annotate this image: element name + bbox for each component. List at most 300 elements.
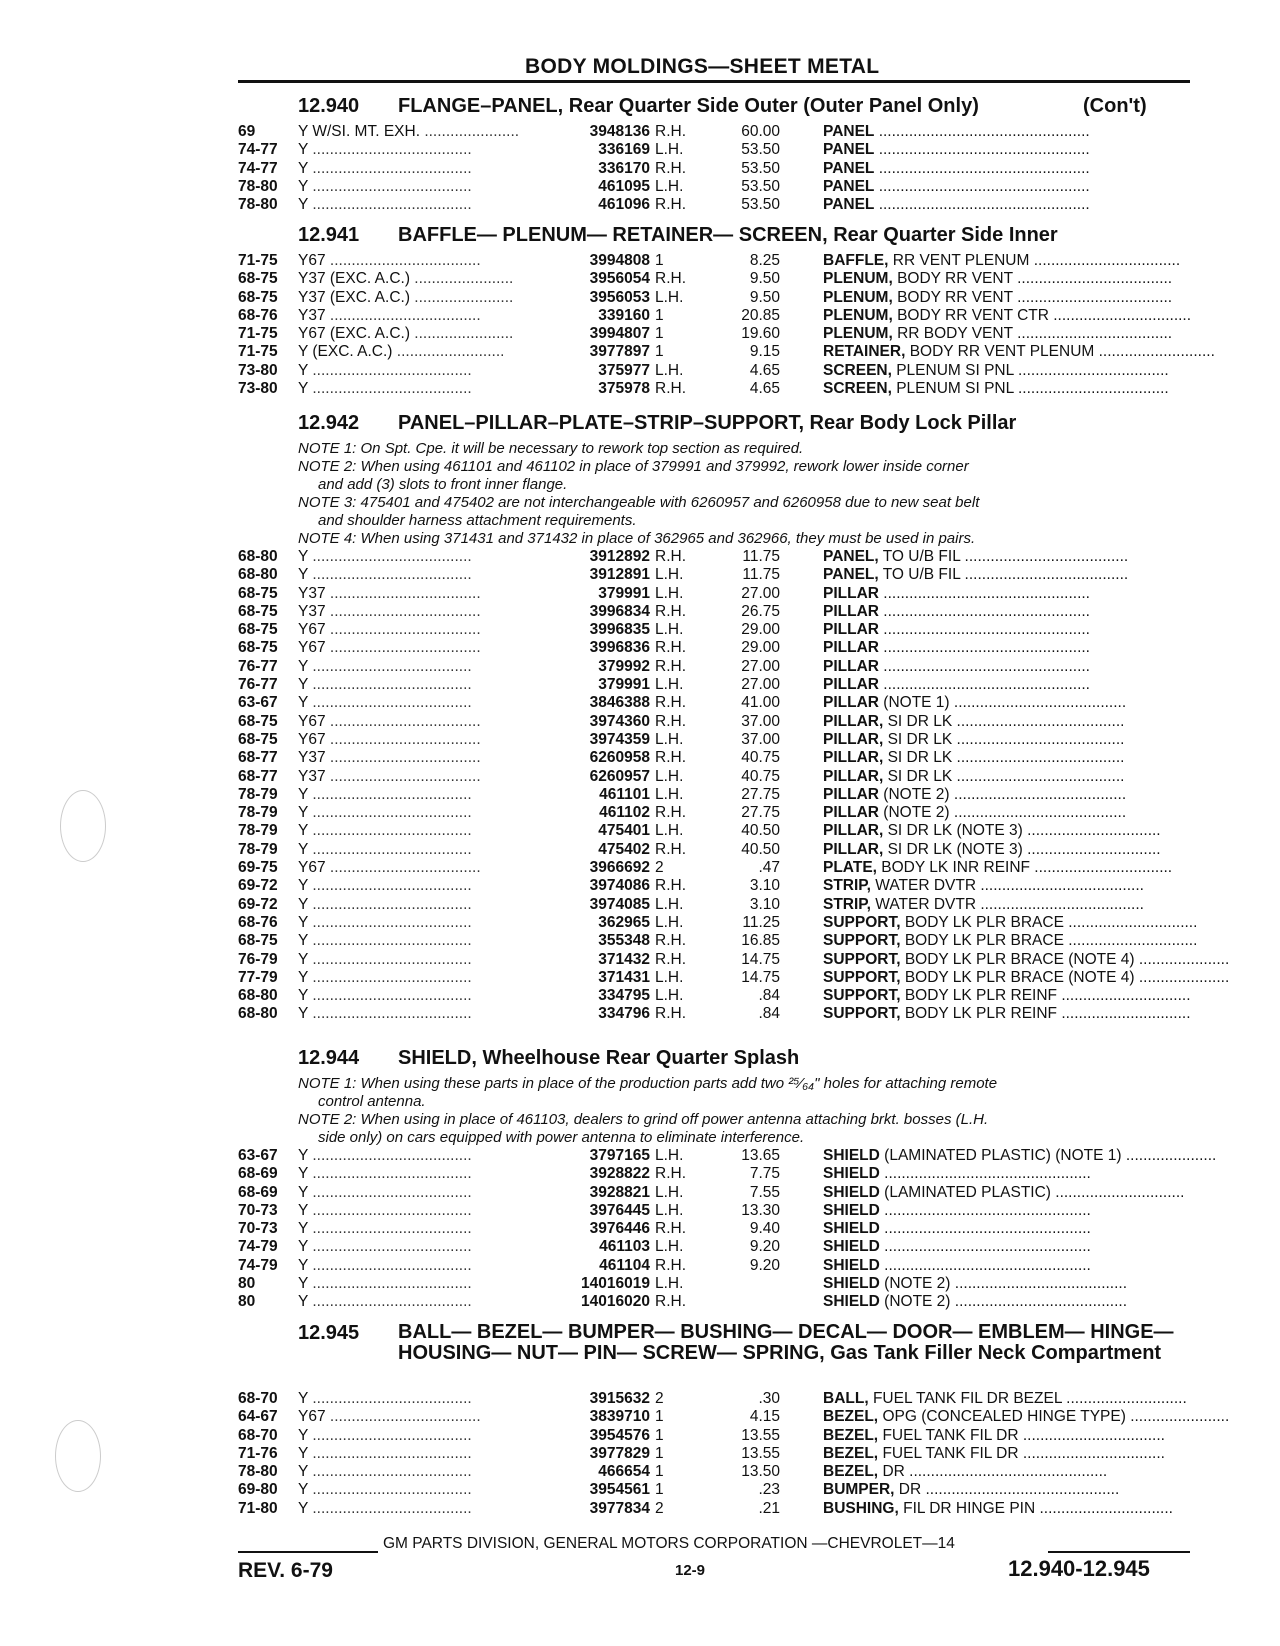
body-style	[298, 325, 553, 343]
part-name: BUMPER,	[823, 1481, 895, 1499]
dot-leader: .....................................	[308, 932, 472, 950]
side-or-qty: L.H.	[655, 1147, 684, 1164]
body-style-text: Y37	[298, 749, 326, 767]
dot-leader: .....................................	[308, 1426, 472, 1444]
part-description	[823, 1293, 1193, 1311]
part-name: PANEL	[823, 159, 875, 177]
body-style-text: Y	[298, 987, 309, 1005]
body-style	[298, 1293, 553, 1311]
part-description	[823, 585, 1193, 603]
part-description	[823, 1390, 1193, 1408]
body-style	[298, 123, 553, 141]
part-description	[823, 1202, 1193, 1220]
dot-leader: ................................................	[878, 657, 1090, 675]
part-number: 475402	[598, 840, 650, 858]
dot-leader: ...................................	[325, 639, 481, 657]
list-price: 9.15	[749, 343, 780, 361]
part-number: 466654	[598, 1463, 650, 1481]
body-style-text: Y37	[298, 584, 326, 602]
part-name: PILLAR	[823, 785, 879, 803]
part-number: 3928822	[589, 1165, 650, 1183]
part-number: 3912891	[589, 566, 650, 584]
body-style-text: Y	[298, 361, 309, 379]
dot-leader: .....................................	[308, 676, 472, 694]
model-years: 68-80	[238, 1005, 278, 1023]
part-name: PILLAR,	[823, 730, 884, 748]
body-style	[298, 694, 553, 712]
body-style	[298, 786, 553, 804]
dot-leader: .....................................	[308, 1444, 472, 1462]
part-number: 3974360	[589, 712, 650, 730]
side-or-qty: R.H.	[655, 712, 686, 730]
part-detail: SI DR LK (NOTE 3)	[887, 822, 1023, 840]
body-style-text: Y	[298, 694, 309, 712]
part-detail: BODY LK PLR REINF	[904, 1005, 1058, 1023]
part-detail: FUEL TANK FIL DR	[882, 1444, 1019, 1462]
model-years: 71-76	[238, 1444, 278, 1462]
part-number: 371431	[598, 968, 650, 986]
dot-leader: .....................................	[308, 141, 472, 159]
part-number: 3996835	[589, 621, 650, 639]
note-text: NOTE 1: When using these parts in place of the production parts add two ²⁵⁄₆₄" holes for attaching remote	[298, 1075, 998, 1092]
part-description	[823, 566, 1193, 584]
part-number: 371432	[598, 950, 650, 968]
model-years: 78-79	[238, 785, 278, 803]
part-row	[238, 196, 1190, 214]
list-price: 60.00	[741, 123, 780, 140]
model-years: 63-67	[238, 694, 278, 712]
model-years: 68-69	[238, 1183, 278, 1201]
part-row	[238, 749, 1190, 767]
section-12-944	[238, 1045, 1217, 1312]
list-price: 11.25	[742, 913, 780, 931]
side-or-qty: L.H.	[655, 968, 684, 986]
list-price: 40.75	[741, 767, 780, 785]
body-style	[298, 196, 553, 214]
part-description	[823, 968, 1230, 987]
note-text: NOTE 2: When using 461101 and 461102 in place of 379991 and 379992, rework lower inside corner	[298, 458, 969, 475]
part-row	[238, 123, 1190, 141]
part-description	[823, 621, 1193, 639]
body-style-text: Y67 (EXC. A.C.)	[298, 325, 410, 343]
side-or-qty: L.H.	[655, 822, 684, 840]
dot-leader: ......................................	[976, 877, 1144, 895]
part-row	[238, 822, 1190, 840]
model-years: 68-75	[238, 602, 278, 620]
part-name: PILLAR	[823, 639, 879, 657]
side-or-qty: L.H.	[655, 1275, 684, 1293]
part-detail: (NOTE 1)	[883, 694, 950, 712]
model-years: 63-67	[238, 1147, 278, 1164]
part-number: 3996836	[589, 639, 650, 657]
body-style-text: Y	[298, 548, 309, 565]
part-detail: (LAMINATED PLASTIC)	[884, 1183, 1051, 1201]
part-number: 3977829	[589, 1444, 650, 1462]
dot-leader: .....................................	[308, 1499, 472, 1517]
body-style	[298, 307, 553, 325]
part-row	[238, 968, 1230, 987]
part-number: 3974085	[589, 895, 650, 913]
footer-rule-right	[1048, 1551, 1190, 1553]
revision-label: REV. 6-79	[238, 1559, 333, 1582]
dot-leader: ...........................	[1094, 343, 1215, 361]
model-years: 70-73	[238, 1201, 278, 1219]
model-years: 68-77	[238, 749, 278, 767]
body-style	[298, 1257, 553, 1275]
part-row	[238, 713, 1190, 731]
body-style	[298, 1238, 553, 1256]
part-row	[238, 950, 1230, 969]
dot-leader: .....................................	[308, 1005, 472, 1023]
part-detail: BODY LK PLR REINF	[904, 987, 1058, 1005]
dot-leader: .....................................	[308, 950, 472, 968]
body-style-text: Y	[298, 950, 309, 968]
part-description	[823, 1238, 1193, 1256]
list-price: 11.75	[742, 548, 780, 565]
body-style-text: Y	[298, 1256, 309, 1274]
part-description	[823, 731, 1193, 749]
model-years: 64-67	[238, 1408, 278, 1426]
body-style	[298, 1202, 553, 1220]
part-name: BUSHING,	[823, 1499, 899, 1517]
dot-leader: ................................................	[879, 1165, 1091, 1183]
body-style-text: Y	[298, 676, 309, 694]
list-price: .21	[758, 1499, 780, 1517]
side-or-qty: 1	[655, 343, 664, 361]
part-description	[823, 270, 1193, 288]
body-style-text: Y	[298, 785, 309, 803]
dot-leader: .....................................	[308, 913, 472, 931]
side-or-qty: R.H.	[655, 950, 686, 968]
dot-leader: .................................................	[874, 141, 1090, 159]
body-style-text: Y	[298, 1426, 309, 1444]
part-number: 461095	[598, 177, 650, 195]
list-price: .84	[758, 987, 780, 1005]
dot-leader: ....................................	[1012, 288, 1173, 306]
part-row	[238, 307, 1190, 325]
list-price: 27.75	[741, 785, 780, 803]
dot-leader: ..............................	[1063, 913, 1198, 931]
part-name: SHIELD	[823, 1201, 880, 1219]
part-number: 3948136	[589, 123, 650, 140]
part-name: SUPPORT,	[823, 987, 901, 1005]
part-number: 3996834	[589, 602, 650, 620]
continued-label: (Con't)	[1083, 95, 1147, 117]
part-row	[238, 1481, 1190, 1499]
part-description	[823, 141, 1193, 159]
part-name: SHIELD	[823, 1256, 880, 1274]
dot-leader: .....................	[1134, 968, 1230, 986]
dot-leader: .....................................	[308, 987, 472, 1005]
part-detail: PLENUM SI PNL	[896, 380, 1014, 398]
header-rule	[238, 80, 1190, 83]
model-years: 74-79	[238, 1256, 278, 1274]
body-style-text: Y37	[298, 602, 326, 620]
note-continuation: and add (3) slots to front inner flange.	[318, 476, 568, 493]
list-price: 41.00	[741, 694, 780, 712]
part-number: 375978	[598, 380, 650, 398]
list-price: 9.50	[749, 288, 780, 306]
list-price: 9.50	[749, 270, 780, 288]
dot-leader: .....................................	[308, 1165, 472, 1183]
model-years: 74-77	[238, 159, 278, 177]
body-style-text: Y	[298, 1147, 309, 1164]
part-number: 379991	[598, 676, 650, 694]
dot-leader: ...................................	[325, 602, 481, 620]
section-note	[238, 530, 1178, 548]
side-or-qty: L.H.	[655, 566, 684, 584]
body-style	[298, 1147, 553, 1165]
body-style	[298, 1408, 553, 1426]
part-description	[823, 343, 1215, 361]
list-price: 27.00	[741, 657, 780, 675]
dot-leader: ...............................	[1035, 1499, 1173, 1517]
body-style-text: Y	[298, 159, 309, 177]
part-description	[823, 768, 1193, 786]
side-or-qty: L.H.	[655, 584, 684, 602]
side-or-qty: L.H.	[655, 676, 684, 694]
body-style-text: Y	[298, 840, 309, 858]
part-detail: BODY LK PLR BRACE (NOTE 4)	[904, 950, 1135, 968]
body-style	[298, 987, 553, 1005]
model-years: 74-77	[238, 141, 278, 159]
body-style	[298, 160, 553, 178]
body-style-text: Y67	[298, 621, 326, 639]
body-style-text: Y	[298, 196, 309, 214]
body-style-text: Y	[298, 1201, 309, 1219]
part-number: 3954561	[589, 1481, 650, 1499]
model-years: 68-80	[238, 566, 278, 584]
part-row	[238, 1275, 1190, 1293]
body-style-text: Y67	[298, 859, 326, 877]
part-description	[823, 1500, 1193, 1518]
body-style-text: Y	[298, 1238, 309, 1256]
part-detail: SI DR LK	[887, 749, 953, 767]
side-or-qty: L.H.	[655, 177, 684, 195]
model-years: 78-80	[238, 1463, 278, 1481]
dot-leader: .......................	[409, 288, 514, 306]
model-years: 68-75	[238, 270, 278, 288]
part-description	[823, 896, 1193, 914]
part-number: 14016020	[581, 1293, 650, 1311]
section-heading	[238, 410, 1190, 440]
body-style-text: Y37 (EXC. A.C.)	[298, 288, 410, 306]
part-description	[823, 380, 1193, 398]
list-price: .84	[758, 1005, 780, 1023]
model-years: 77-79	[238, 968, 278, 986]
body-style-text: Y67	[298, 730, 326, 748]
part-number: 336170	[598, 159, 650, 177]
list-price: 26.75	[741, 602, 780, 620]
model-years: 78-80	[238, 196, 278, 214]
list-price: .23	[758, 1481, 780, 1499]
part-description	[823, 1275, 1193, 1293]
dot-leader: ........................................	[950, 1293, 1128, 1311]
body-style	[298, 639, 553, 657]
body-style	[298, 731, 553, 749]
dot-leader: .....................	[1121, 1147, 1217, 1164]
model-years: 68-75	[238, 932, 278, 950]
body-style-text: Y	[298, 1499, 309, 1517]
model-years: 68-75	[238, 712, 278, 730]
part-detail: TO U/B FIL	[882, 566, 961, 584]
part-name: BEZEL,	[823, 1426, 879, 1444]
dot-leader: ..............................	[1057, 1005, 1191, 1023]
part-name: SCREEN,	[823, 380, 892, 398]
part-row	[238, 804, 1190, 822]
dot-leader: .....................................	[308, 177, 472, 195]
part-number: 362965	[598, 913, 650, 931]
part-name: BAFFLE,	[823, 252, 889, 269]
part-row	[238, 325, 1190, 343]
part-number: 3994807	[589, 325, 650, 343]
part-description	[823, 1220, 1193, 1238]
dot-leader: ........................................	[949, 785, 1127, 803]
part-description	[823, 749, 1193, 767]
body-style	[298, 566, 553, 584]
part-row	[238, 1500, 1190, 1518]
side-or-qty: R.H.	[655, 159, 686, 177]
part-detail: OPG (CONCEALED HINGE TYPE)	[882, 1408, 1126, 1426]
section-title: BALL— BEZEL— BUMPER— BUSHING— DECAL— DOOR— EMBLEM— HINGE— HOUSING— NUT— PIN— SCREW— SPRING, Gas Tank Filler Neck Compartment	[398, 1321, 1174, 1364]
model-years: 78-80	[238, 177, 278, 195]
section-heading	[238, 222, 1190, 252]
list-price: 20.85	[741, 306, 780, 324]
list-price: 4.65	[749, 361, 780, 379]
dot-leader: .....................................	[308, 1390, 472, 1407]
list-price: 13.55	[741, 1426, 780, 1444]
body-style-text: Y	[298, 1293, 309, 1311]
body-style-text: Y	[298, 895, 309, 913]
dot-leader: ..............................	[1063, 932, 1198, 950]
body-style	[298, 951, 553, 969]
part-number: 3797165	[589, 1147, 650, 1164]
model-years: 73-80	[238, 380, 278, 398]
list-price: 27.00	[741, 676, 780, 694]
list-price: .30	[758, 1390, 780, 1407]
list-price: .47	[758, 859, 780, 877]
model-years: 68-80	[238, 548, 278, 565]
list-price: 27.75	[741, 804, 780, 822]
dot-leader: .......................................	[952, 730, 1125, 748]
part-row	[238, 841, 1190, 859]
section-heading	[238, 1045, 1190, 1075]
body-style	[298, 859, 553, 877]
part-name: SHIELD	[823, 1293, 880, 1311]
body-style	[298, 380, 553, 398]
part-description	[823, 1147, 1217, 1165]
part-description	[823, 913, 1198, 932]
side-or-qty: 2	[655, 1499, 664, 1517]
note-continuation: side only) on cars equipped with power antenna to eliminate interference.	[318, 1129, 805, 1146]
part-description	[823, 694, 1193, 712]
list-price: 29.00	[741, 639, 780, 657]
part-name: PILLAR	[823, 804, 879, 822]
side-or-qty: 1	[655, 1408, 664, 1426]
dot-leader: .....................................	[308, 1201, 472, 1219]
part-name: SCREEN,	[823, 361, 892, 379]
model-years: 80	[238, 1275, 256, 1293]
part-row	[238, 548, 1190, 566]
dot-leader: ..................................	[1029, 252, 1181, 269]
part-row	[238, 1293, 1190, 1311]
body-style	[298, 603, 553, 621]
part-number: 3976445	[589, 1201, 650, 1219]
model-years: 68-75	[238, 584, 278, 602]
body-style-text: Y	[298, 804, 309, 822]
body-style-text: Y W/SI. MT. EXH.	[298, 123, 421, 140]
section-note	[238, 494, 1178, 530]
dot-leader: .........................	[392, 343, 505, 361]
dot-leader: .................................................	[874, 177, 1090, 195]
body-style-text: Y	[298, 1183, 309, 1201]
body-style-text: Y67	[298, 712, 326, 730]
body-style-text: Y	[298, 177, 309, 195]
body-style	[298, 676, 553, 694]
part-row	[238, 1390, 1190, 1408]
model-years: 73-80	[238, 361, 278, 379]
section-number: 12.941	[298, 224, 360, 246]
section-note	[238, 1111, 1178, 1147]
part-number: 3956053	[589, 288, 650, 306]
dot-leader: ................................................	[879, 1256, 1091, 1274]
body-style-text: Y37	[298, 306, 326, 324]
side-or-qty: 1	[655, 306, 664, 324]
dot-leader: ...................................	[325, 584, 481, 602]
part-number: 3977897	[589, 343, 650, 361]
part-description	[823, 859, 1193, 877]
part-number: 379992	[598, 657, 650, 675]
body-style-text: Y	[298, 822, 309, 840]
body-style	[298, 141, 553, 159]
dot-leader: ..............................	[1057, 987, 1191, 1005]
part-detail: DR	[898, 1481, 922, 1499]
body-style	[298, 914, 553, 932]
list-price: 14.75	[741, 968, 780, 986]
dot-leader: ..............................................	[904, 1463, 1108, 1481]
part-detail: BODY LK PLR BRACE (NOTE 4)	[904, 968, 1135, 986]
part-row	[238, 1220, 1190, 1238]
part-row	[238, 362, 1190, 380]
part-row	[238, 676, 1190, 694]
dot-leader: ................................................	[878, 621, 1090, 639]
list-price: 16.85	[741, 932, 780, 950]
dot-leader: ................................................	[879, 1220, 1091, 1238]
side-or-qty: L.H.	[655, 895, 684, 913]
dot-leader: ....................................	[1012, 325, 1173, 343]
part-number: 3994808	[589, 252, 650, 269]
part-description	[823, 548, 1193, 566]
dot-leader: .......................	[409, 270, 514, 288]
body-style	[298, 841, 553, 859]
side-or-qty: R.H.	[655, 1256, 686, 1274]
part-detail: SI DR LK	[887, 712, 953, 730]
page-title: BODY MOLDINGS—SHEET METAL	[525, 55, 880, 78]
part-name: SHIELD	[823, 1165, 880, 1183]
note-text: NOTE 4: When using 371431 and 371432 in place of 362965 and 362966, they must be used in pairs.	[298, 530, 976, 547]
dot-leader: .......................	[409, 325, 514, 343]
dot-leader: ........................................	[949, 804, 1127, 822]
part-row	[238, 1202, 1190, 1220]
side-or-qty: R.H.	[655, 1165, 686, 1183]
part-description	[823, 362, 1193, 380]
body-style-text: Y	[298, 1481, 309, 1499]
part-description	[823, 1184, 1193, 1202]
part-name: SUPPORT,	[823, 1005, 901, 1023]
model-years: 69	[238, 123, 256, 140]
part-row	[238, 932, 1198, 950]
model-years: 76-77	[238, 676, 278, 694]
